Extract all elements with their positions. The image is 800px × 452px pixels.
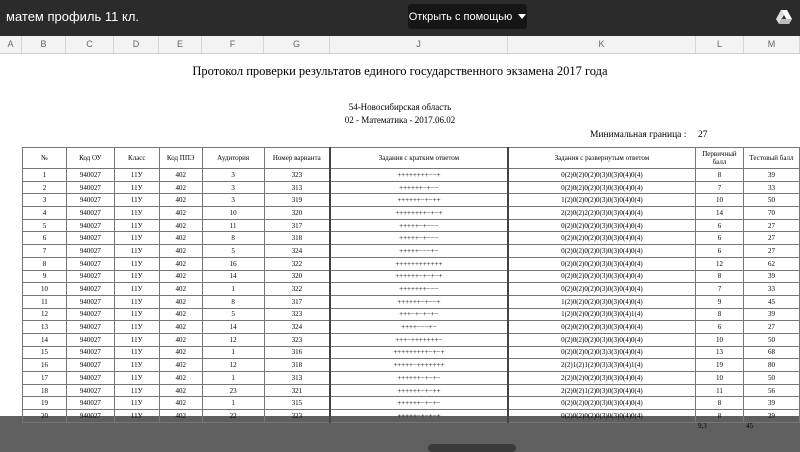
- column-header[interactable]: G: [264, 36, 330, 53]
- table-cell[interactable]: 6: [696, 232, 744, 245]
- table-cell[interactable]: 12: [23, 308, 67, 321]
- table-cell[interactable]: 14: [202, 270, 264, 283]
- table-cell[interactable]: 940027: [66, 245, 114, 258]
- table-row: [23, 283, 800, 296]
- table-cell[interactable]: 940027: [66, 410, 114, 423]
- table-cell[interactable]: ++++++−+−+−+: [330, 270, 508, 283]
- horizontal-scrollbar[interactable]: [428, 444, 516, 452]
- table-cell[interactable]: ++++++−+−−: [330, 181, 508, 194]
- table-cell[interactable]: 0(2)0(2)0(2)0(3)0(3)0(4)0(4): [508, 397, 696, 410]
- table-cell[interactable]: 3: [202, 181, 264, 194]
- table-cell[interactable]: 940027: [66, 232, 114, 245]
- table-cell[interactable]: 940027: [66, 321, 114, 334]
- table-cell[interactable]: 62: [743, 257, 799, 270]
- table-cell[interactable]: ++++++++−−+: [330, 169, 508, 182]
- table-cell[interactable]: 9: [23, 270, 67, 283]
- table-cell[interactable]: 80: [743, 359, 799, 372]
- header-cell[interactable]: Номер варианта: [264, 148, 330, 169]
- table-cell[interactable]: 27: [743, 232, 799, 245]
- table-row: [23, 372, 800, 385]
- table-row: [23, 333, 800, 346]
- table-cell[interactable]: 1(2)0(2)0(2)0(3)0(3)0(4)0(4): [508, 194, 696, 207]
- table-cell[interactable]: 940027: [66, 397, 114, 410]
- table-cell[interactable]: 317: [264, 219, 330, 232]
- table-cell[interactable]: 11: [696, 384, 744, 397]
- table-cell[interactable]: 940027: [66, 270, 114, 283]
- table-cell[interactable]: 7: [696, 283, 744, 296]
- table-cell[interactable]: 11У: [114, 397, 159, 410]
- column-header[interactable]: L: [696, 36, 744, 53]
- region-label: 54-Новосибирская область: [348, 102, 452, 112]
- table-row: [23, 270, 800, 283]
- table-cell[interactable]: 402: [159, 232, 202, 245]
- table-cell[interactable]: 940027: [66, 384, 114, 397]
- table-cell[interactable]: 45: [743, 295, 799, 308]
- table-cell[interactable]: 313: [264, 372, 330, 385]
- table-cell[interactable]: 8: [696, 270, 744, 283]
- table-cell[interactable]: 1: [23, 169, 67, 182]
- table-cell[interactable]: ++++++++++++: [330, 257, 508, 270]
- table-cell[interactable]: 323: [264, 333, 330, 346]
- table-cell[interactable]: 11У: [114, 333, 159, 346]
- table-cell[interactable]: 50: [743, 194, 799, 207]
- table-cell[interactable]: 5: [202, 245, 264, 258]
- table-row: [23, 219, 800, 232]
- top-bar: [0, 0, 800, 36]
- table-cell[interactable]: 402: [159, 410, 202, 423]
- table-cell[interactable]: 402: [159, 397, 202, 410]
- table-cell[interactable]: 8: [23, 257, 67, 270]
- column-header[interactable]: E: [159, 36, 202, 53]
- results-table: [22, 147, 800, 423]
- table-cell[interactable]: 5: [23, 219, 67, 232]
- table-cell[interactable]: 940027: [66, 308, 114, 321]
- header-cell[interactable]: Код ОУ: [66, 148, 114, 169]
- table-cell[interactable]: 402: [159, 245, 202, 258]
- table-cell[interactable]: 11У: [114, 359, 159, 372]
- table-cell[interactable]: 8: [696, 410, 744, 423]
- table-cell[interactable]: 11У: [114, 257, 159, 270]
- table-cell[interactable]: 14: [696, 207, 744, 220]
- table-cell[interactable]: 2(2)0(2)1(2)0(3)0(3)0(4)0(4): [508, 384, 696, 397]
- table-cell[interactable]: 39: [743, 410, 799, 423]
- table-cell[interactable]: 323: [264, 410, 330, 423]
- table-cell[interactable]: 11У: [114, 270, 159, 283]
- table-cell[interactable]: 5: [202, 308, 264, 321]
- table-cell[interactable]: 320: [264, 270, 330, 283]
- summary-primary[interactable]: 9,3: [698, 422, 707, 430]
- table-cell[interactable]: 940027: [66, 169, 114, 182]
- table-cell[interactable]: 19: [696, 359, 744, 372]
- table-cell[interactable]: 27: [743, 219, 799, 232]
- table-cell[interactable]: ++++++−+−++: [330, 194, 508, 207]
- table-cell[interactable]: 940027: [66, 257, 114, 270]
- table-cell[interactable]: 0(2)0(2)0(2)0(3)0(3)0(4)0(4): [508, 321, 696, 334]
- spreadsheet[interactable]: [0, 36, 800, 430]
- table-cell[interactable]: 402: [159, 257, 202, 270]
- table-cell[interactable]: 11У: [114, 410, 159, 423]
- table-cell[interactable]: 11У: [114, 384, 159, 397]
- table-cell[interactable]: 13: [696, 346, 744, 359]
- table-cell[interactable]: 3: [202, 169, 264, 182]
- table-cell[interactable]: 6: [23, 232, 67, 245]
- table-cell[interactable]: 11У: [114, 181, 159, 194]
- header-cell[interactable]: Аудитория: [202, 148, 264, 169]
- table-cell[interactable]: 20: [23, 410, 67, 423]
- table-cell[interactable]: 14: [202, 321, 264, 334]
- table-cell[interactable]: 2(2)0(2)0(2)0(3)0(3)0(4)0(4): [508, 372, 696, 385]
- summary-test[interactable]: 45: [746, 422, 753, 430]
- table-row: [23, 169, 800, 182]
- table-cell[interactable]: +++++−−−+−: [330, 245, 508, 258]
- table-cell[interactable]: 402: [159, 321, 202, 334]
- table-cell[interactable]: 0(2)0(2)0(2)0(3)0(3)0(4)0(4): [508, 257, 696, 270]
- table-cell[interactable]: 940027: [66, 295, 114, 308]
- table-cell[interactable]: 2: [23, 181, 67, 194]
- table-cell[interactable]: 402: [159, 308, 202, 321]
- table-row: [23, 346, 800, 359]
- table-row: [23, 194, 800, 207]
- table-cell[interactable]: 940027: [66, 194, 114, 207]
- table-cell[interactable]: 0(2)0(2)0(2)0(3)0(3)0(4)0(4): [508, 219, 696, 232]
- table-cell[interactable]: 940027: [66, 207, 114, 220]
- table-cell[interactable]: 2(2)0(2)2(2)0(3)0(3)0(4)0(4): [508, 207, 696, 220]
- header-cell[interactable]: Код ППЭ: [159, 148, 202, 169]
- table-cell[interactable]: ++++++−+−+−: [330, 372, 508, 385]
- table-cell[interactable]: 50: [743, 372, 799, 385]
- table-cell[interactable]: 402: [159, 270, 202, 283]
- table-row: [23, 245, 800, 258]
- table-cell[interactable]: 11У: [114, 207, 159, 220]
- open-with-label: Открыть с помощью: [408, 10, 513, 23]
- table-cell[interactable]: 0(2)0(2)0(2)0(3)0(3)0(4)0(4): [508, 333, 696, 346]
- table-row: [23, 359, 800, 372]
- drive-icon[interactable]: [776, 10, 792, 24]
- table-cell[interactable]: 16: [202, 257, 264, 270]
- table-cell[interactable]: 2(2)1(2)1(2)0(3)3(3)0(4)1(4): [508, 359, 696, 372]
- table-cell[interactable]: 11У: [114, 245, 159, 258]
- table-cell[interactable]: +++++++−−−: [330, 283, 508, 296]
- table-cell[interactable]: 324: [264, 321, 330, 334]
- table-row: [23, 410, 800, 423]
- table-cell[interactable]: ++++−−−+−: [330, 321, 508, 334]
- min-threshold-value: 27: [698, 130, 708, 140]
- table-cell[interactable]: 11У: [114, 295, 159, 308]
- table-cell[interactable]: 940027: [66, 219, 114, 232]
- table-cell[interactable]: 940027: [66, 333, 114, 346]
- table-cell[interactable]: 3: [23, 194, 67, 207]
- table-cell[interactable]: 17: [23, 372, 67, 385]
- table-cell[interactable]: +++++−+−−−: [330, 232, 508, 245]
- table-cell[interactable]: +++++++++−+−+: [330, 346, 508, 359]
- table-cell[interactable]: 8: [696, 397, 744, 410]
- table-cell[interactable]: 0(2)0(2)0(2)0(3)0(3)0(4)0(4): [508, 181, 696, 194]
- column-header[interactable]: F: [202, 36, 264, 53]
- table-row: [23, 295, 800, 308]
- table-cell[interactable]: ++++++−+−−+: [330, 295, 508, 308]
- table-cell[interactable]: 13: [23, 321, 67, 334]
- table-cell[interactable]: 322: [264, 257, 330, 270]
- table-header-row: [23, 148, 800, 169]
- header-cell[interactable]: Задания с кратким ответом: [330, 148, 508, 169]
- table-row: [23, 321, 800, 334]
- table-cell[interactable]: 16: [23, 359, 67, 372]
- table-cell[interactable]: 0(2)0(2)0(2)0(3)0(3)0(4)0(4): [508, 169, 696, 182]
- table-cell[interactable]: 7: [23, 245, 67, 258]
- subject-label: 02 - Математика - 2017.06.02: [344, 115, 456, 125]
- table-cell[interactable]: 9: [696, 295, 744, 308]
- table-cell[interactable]: 318: [264, 232, 330, 245]
- table-cell[interactable]: 11У: [114, 232, 159, 245]
- table-cell[interactable]: 402: [159, 283, 202, 296]
- header-cell[interactable]: №: [23, 148, 67, 169]
- column-header[interactable]: J: [330, 36, 508, 53]
- table-cell[interactable]: 33: [743, 283, 799, 296]
- table-row: [23, 384, 800, 397]
- table-cell[interactable]: 33: [743, 181, 799, 194]
- table-cell[interactable]: +++++−+++++++: [330, 359, 508, 372]
- table-cell[interactable]: 0(2)0(2)0(2)0(3)0(3)0(4)0(4): [508, 232, 696, 245]
- table-row: [23, 207, 800, 220]
- table-cell[interactable]: 8: [202, 295, 264, 308]
- header-cell[interactable]: Тестовый балл: [743, 148, 799, 169]
- table-cell[interactable]: 22: [202, 410, 264, 423]
- table-cell[interactable]: 4: [23, 207, 67, 220]
- table-cell[interactable]: 50: [743, 333, 799, 346]
- table-cell[interactable]: 0(2)0(2)0(2)0(3)3(3)0(4)0(4): [508, 346, 696, 359]
- table-cell[interactable]: 0(2)0(2)0(2)0(3)0(3)0(4)0(4): [508, 283, 696, 296]
- table-cell[interactable]: 402: [159, 207, 202, 220]
- table-cell[interactable]: 39: [743, 270, 799, 283]
- table-row: [23, 257, 800, 270]
- table-row: [23, 181, 800, 194]
- table-cell[interactable]: +++−+++++++−: [330, 333, 508, 346]
- table-cell[interactable]: 1: [202, 346, 264, 359]
- table-cell[interactable]: 14: [23, 333, 67, 346]
- open-with-button[interactable]: [408, 4, 527, 29]
- table-cell[interactable]: 39: [743, 308, 799, 321]
- table-cell[interactable]: 0(2)0(2)0(2)0(3)0(3)0(4)0(4): [508, 245, 696, 258]
- table-cell[interactable]: 322: [264, 283, 330, 296]
- table-cell[interactable]: +++++−+−−−: [330, 219, 508, 232]
- table-cell[interactable]: 402: [159, 333, 202, 346]
- table-cell[interactable]: 11У: [114, 308, 159, 321]
- table-cell[interactable]: 19: [23, 397, 67, 410]
- table-cell[interactable]: 1(2)0(2)0(2)0(3)0(3)0(4)1(4): [508, 308, 696, 321]
- table-cell[interactable]: 402: [159, 295, 202, 308]
- table-row: [23, 232, 800, 245]
- table-cell[interactable]: 56: [743, 384, 799, 397]
- protocol-title: Протокол проверки результатов единого государственного экзамена 2017 года: [192, 64, 608, 78]
- table-cell[interactable]: 3: [202, 194, 264, 207]
- table-cell[interactable]: 319: [264, 194, 330, 207]
- header-cell[interactable]: Класс: [114, 148, 159, 169]
- table-cell[interactable]: 15: [23, 346, 67, 359]
- table-cell[interactable]: 0(2)0(2)0(2)0(3)0(3)0(4)0(4): [508, 410, 696, 423]
- table-cell[interactable]: 10: [202, 207, 264, 220]
- table-cell[interactable]: 10: [23, 283, 67, 296]
- table-cell[interactable]: 321: [264, 384, 330, 397]
- table-cell[interactable]: 317: [264, 295, 330, 308]
- table-cell[interactable]: 324: [264, 245, 330, 258]
- table-cell[interactable]: 6: [696, 321, 744, 334]
- table-cell[interactable]: 318: [264, 359, 330, 372]
- table-cell[interactable]: 11У: [114, 346, 159, 359]
- table-cell[interactable]: 316: [264, 346, 330, 359]
- table-cell[interactable]: 11У: [114, 321, 159, 334]
- table-cell[interactable]: 6: [696, 245, 744, 258]
- header-cell[interactable]: Задания с развернутым ответом: [508, 148, 696, 169]
- table-row: [23, 308, 800, 321]
- table-cell[interactable]: 11: [202, 219, 264, 232]
- table-cell[interactable]: 1: [202, 283, 264, 296]
- table-cell[interactable]: 27: [743, 321, 799, 334]
- table-cell[interactable]: 323: [264, 308, 330, 321]
- table-cell[interactable]: ++++++−+−+−: [330, 397, 508, 410]
- table-cell[interactable]: 940027: [66, 283, 114, 296]
- table-cell[interactable]: 1: [202, 372, 264, 385]
- table-cell[interactable]: 402: [159, 346, 202, 359]
- column-header[interactable]: M: [744, 36, 800, 53]
- chevron-down-icon: [518, 14, 526, 19]
- table-cell[interactable]: 70: [743, 207, 799, 220]
- table-cell[interactable]: 39: [743, 169, 799, 182]
- column-header[interactable]: A: [0, 36, 22, 53]
- table-cell[interactable]: 12: [202, 359, 264, 372]
- table-cell[interactable]: +++++−+−+−+: [330, 410, 508, 423]
- table-cell[interactable]: 940027: [66, 359, 114, 372]
- table-cell[interactable]: ++++++++−+−+: [330, 207, 508, 220]
- table-cell[interactable]: 12: [696, 257, 744, 270]
- table-cell[interactable]: 10: [696, 333, 744, 346]
- table-cell[interactable]: 10: [696, 194, 744, 207]
- table-cell[interactable]: 11У: [114, 372, 159, 385]
- table-cell[interactable]: 11: [23, 295, 67, 308]
- table-cell[interactable]: 11У: [114, 283, 159, 296]
- table-cell[interactable]: 315: [264, 397, 330, 410]
- table-cell[interactable]: 6: [696, 219, 744, 232]
- table-cell[interactable]: +++−+−+−+−: [330, 308, 508, 321]
- table-cell[interactable]: 320: [264, 207, 330, 220]
- table-cell[interactable]: 0(2)0(2)0(2)0(3)0(3)0(4)0(4): [508, 270, 696, 283]
- column-header[interactable]: B: [22, 36, 66, 53]
- table-cell[interactable]: 402: [159, 194, 202, 207]
- table-cell[interactable]: 402: [159, 372, 202, 385]
- table-cell[interactable]: ++++++−+−++: [330, 384, 508, 397]
- column-header[interactable]: K: [508, 36, 696, 53]
- table-cell[interactable]: 18: [23, 384, 67, 397]
- column-header[interactable]: C: [66, 36, 114, 53]
- table-cell[interactable]: 402: [159, 384, 202, 397]
- table-cell[interactable]: 1: [202, 397, 264, 410]
- table-cell[interactable]: 313: [264, 181, 330, 194]
- min-threshold-label: Минимальная граница :: [590, 130, 687, 140]
- table-cell[interactable]: 12: [202, 333, 264, 346]
- column-header-row: [0, 36, 800, 54]
- table-cell[interactable]: 23: [202, 384, 264, 397]
- table-cell[interactable]: 11У: [114, 219, 159, 232]
- table-cell[interactable]: 1(2)0(2)0(2)0(3)0(3)0(4)0(4): [508, 295, 696, 308]
- table-cell[interactable]: 940027: [66, 346, 114, 359]
- table-row: [23, 397, 800, 410]
- table-cell[interactable]: 940027: [66, 372, 114, 385]
- table-cell[interactable]: 8: [696, 308, 744, 321]
- table-cell[interactable]: 11У: [114, 169, 159, 182]
- table-cell[interactable]: 8: [696, 169, 744, 182]
- table-cell[interactable]: 402: [159, 359, 202, 372]
- table-cell[interactable]: 940027: [66, 181, 114, 194]
- table-cell[interactable]: 402: [159, 219, 202, 232]
- column-header[interactable]: D: [114, 36, 159, 53]
- table-cell[interactable]: 11У: [114, 194, 159, 207]
- table-cell[interactable]: 7: [696, 181, 744, 194]
- header-cell[interactable]: Первичный балл: [696, 148, 744, 169]
- table-cell[interactable]: 323: [264, 169, 330, 182]
- table-cell[interactable]: 402: [159, 181, 202, 194]
- table-cell[interactable]: 402: [159, 169, 202, 182]
- table-cell[interactable]: 8: [202, 232, 264, 245]
- table-cell[interactable]: 27: [743, 245, 799, 258]
- table-cell[interactable]: 10: [696, 372, 744, 385]
- table-cell[interactable]: 39: [743, 397, 799, 410]
- file-title: матем профиль 11 кл.: [6, 9, 140, 24]
- table-cell[interactable]: 68: [743, 346, 799, 359]
